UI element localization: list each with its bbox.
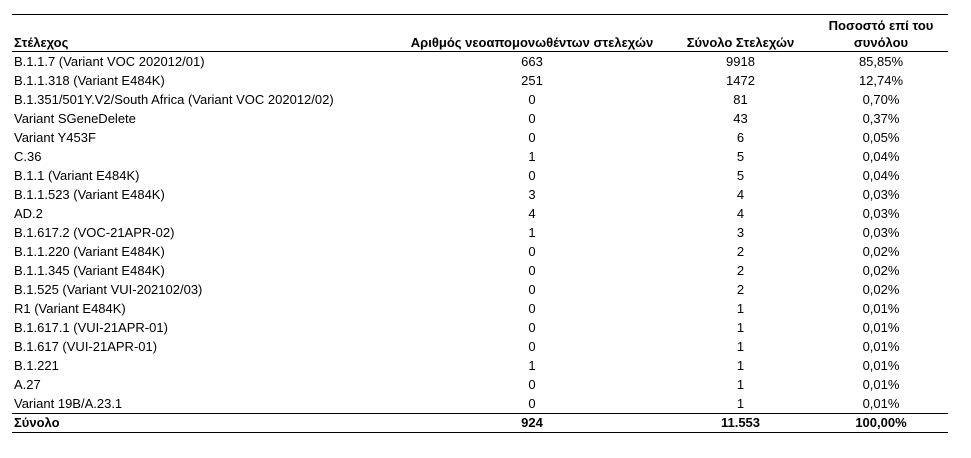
strain-cell: B.1.1.7 (Variant VOC 202012/01) [14, 54, 205, 69]
percent-cell: 0,01% [862, 301, 900, 316]
strain-cell: B.1.221 [14, 358, 59, 373]
total-cell: 1 [736, 377, 745, 392]
total-cell: 43 [733, 111, 748, 126]
percent-cell: 0,01% [862, 358, 900, 373]
table-row [12, 242, 948, 261]
strain-cell: B.1.1 (Variant E484K) [14, 168, 140, 183]
new-count-cell: 0 [528, 320, 536, 335]
total-cell: 5 [736, 168, 745, 183]
new-count-cell: 0 [528, 168, 536, 183]
total-cell: 5 [736, 149, 745, 164]
table-row [12, 318, 948, 337]
totals-total: 11.553 [667, 414, 814, 433]
total-cell: 1472 [726, 73, 755, 88]
table-row [12, 261, 948, 280]
total-cell: 1 [736, 339, 745, 354]
percent-cell: 0,04% [862, 149, 900, 164]
new-count-cell: 0 [528, 92, 536, 107]
total-cell: 4 [736, 187, 745, 202]
total-cell: 1 [736, 358, 745, 373]
strain-cell: AD.2 [14, 206, 43, 221]
header-total: Σύνολο Στελεχών [667, 15, 814, 52]
variants-table-sheet [12, 14, 948, 433]
strain-cell: B.1.617 (VUI-21APR-01) [14, 339, 158, 354]
new-count-cell: 1 [528, 358, 536, 373]
new-count-cell: 0 [528, 111, 536, 126]
percent-cell: 0,03% [862, 225, 900, 240]
strain-cell: Variant 19B/A.23.1 [14, 396, 123, 411]
percent-cell: 0,70% [862, 92, 900, 107]
new-count-cell: 3 [528, 187, 536, 202]
percent-cell: 12,74% [858, 73, 904, 88]
table-row [12, 356, 948, 375]
table-row [12, 166, 948, 185]
totals-pct: 100,00% [814, 414, 948, 433]
new-count-cell: 0 [528, 301, 536, 316]
total-cell: 1 [736, 301, 745, 316]
table-row [12, 90, 948, 109]
new-count-cell: 0 [528, 396, 536, 411]
table-row [12, 337, 948, 356]
strain-cell: B.1.351/501Y.V2/South Africa (Variant VOC 202012/02) [14, 92, 334, 107]
table-row [12, 375, 948, 394]
header-percent-line2: συνόλου [853, 35, 909, 50]
table-row [12, 128, 948, 147]
percent-cell: 0,02% [862, 282, 900, 297]
percent-cell: 0,01% [862, 320, 900, 335]
new-count-cell: 0 [528, 130, 536, 145]
strain-cell: B.1.1.523 (Variant E484K) [14, 187, 165, 202]
percent-cell: 0,02% [862, 244, 900, 259]
table-row [12, 280, 948, 299]
table-row [12, 52, 948, 72]
table-row [12, 109, 948, 128]
table-row [12, 185, 948, 204]
header-percent [814, 15, 948, 52]
table-row [12, 223, 948, 242]
strain-cell: A.27 [14, 377, 41, 392]
strain-cell: B.1.617.1 (VUI-21APR-01) [14, 320, 168, 335]
new-count-cell: 0 [528, 263, 536, 278]
total-cell: 81 [733, 92, 748, 107]
percent-cell: 0,02% [862, 263, 900, 278]
total-cell: 4 [736, 206, 745, 221]
table-row [12, 71, 948, 90]
totals-new: 924 [397, 414, 667, 433]
new-count-cell: 0 [528, 339, 536, 354]
header-row [12, 15, 948, 52]
strain-cell: Variant Y453F [14, 130, 96, 145]
strain-cell: R1 (Variant E484K) [14, 301, 126, 316]
new-count-cell: 0 [528, 377, 536, 392]
table-row [12, 204, 948, 223]
strain-cell: Variant SGeneDelete [14, 111, 136, 126]
total-cell: 2 [736, 282, 745, 297]
total-cell: 3 [736, 225, 745, 240]
new-count-cell: 663 [521, 54, 543, 69]
table-row [12, 147, 948, 166]
table-row [12, 394, 948, 414]
strain-cell: C.36 [14, 149, 42, 164]
percent-cell: 0,01% [862, 377, 900, 392]
header-strain: Στέλεχος [12, 15, 397, 52]
totals-row [12, 414, 948, 433]
new-count-cell: 0 [528, 244, 536, 259]
percent-cell: 0,03% [862, 206, 900, 221]
totals-label: Σύνολο [12, 414, 397, 433]
strain-cell: B.1.525 (Variant VUI-202102/03) [14, 282, 203, 297]
total-cell: 2 [736, 244, 745, 259]
percent-cell: 0,01% [862, 396, 900, 411]
new-count-cell: 251 [521, 73, 543, 88]
header-new-count: Αριθμός νεοαπομονωθέντων στελεχών [397, 15, 667, 52]
percent-cell: 0,37% [862, 111, 900, 126]
new-count-cell: 1 [528, 225, 536, 240]
total-cell: 9918 [726, 54, 755, 69]
table-row [12, 299, 948, 318]
total-cell: 2 [736, 263, 745, 278]
strain-cell: B.1.1.318 (Variant E484K) [14, 73, 165, 88]
header-percent-line1: Ποσοστό επί του [828, 18, 934, 33]
strain-cell: B.1.1.345 (Variant E484K) [14, 263, 165, 278]
strain-cell: B.1.617.2 (VOC-21APR-02) [14, 225, 175, 240]
strain-cell: B.1.1.220 (Variant E484K) [14, 244, 165, 259]
total-cell: 6 [736, 130, 745, 145]
percent-cell: 0,05% [862, 130, 900, 145]
total-cell: 1 [736, 396, 745, 411]
percent-cell: 0,03% [862, 187, 900, 202]
percent-cell: 85,85% [858, 54, 904, 69]
total-cell: 1 [736, 320, 745, 335]
new-count-cell: 1 [528, 149, 536, 164]
percent-cell: 0,01% [862, 339, 900, 354]
table-body [12, 52, 948, 414]
new-count-cell: 0 [528, 282, 536, 297]
variants-table [12, 14, 948, 433]
percent-cell: 0,04% [862, 168, 900, 183]
new-count-cell: 4 [528, 206, 536, 221]
